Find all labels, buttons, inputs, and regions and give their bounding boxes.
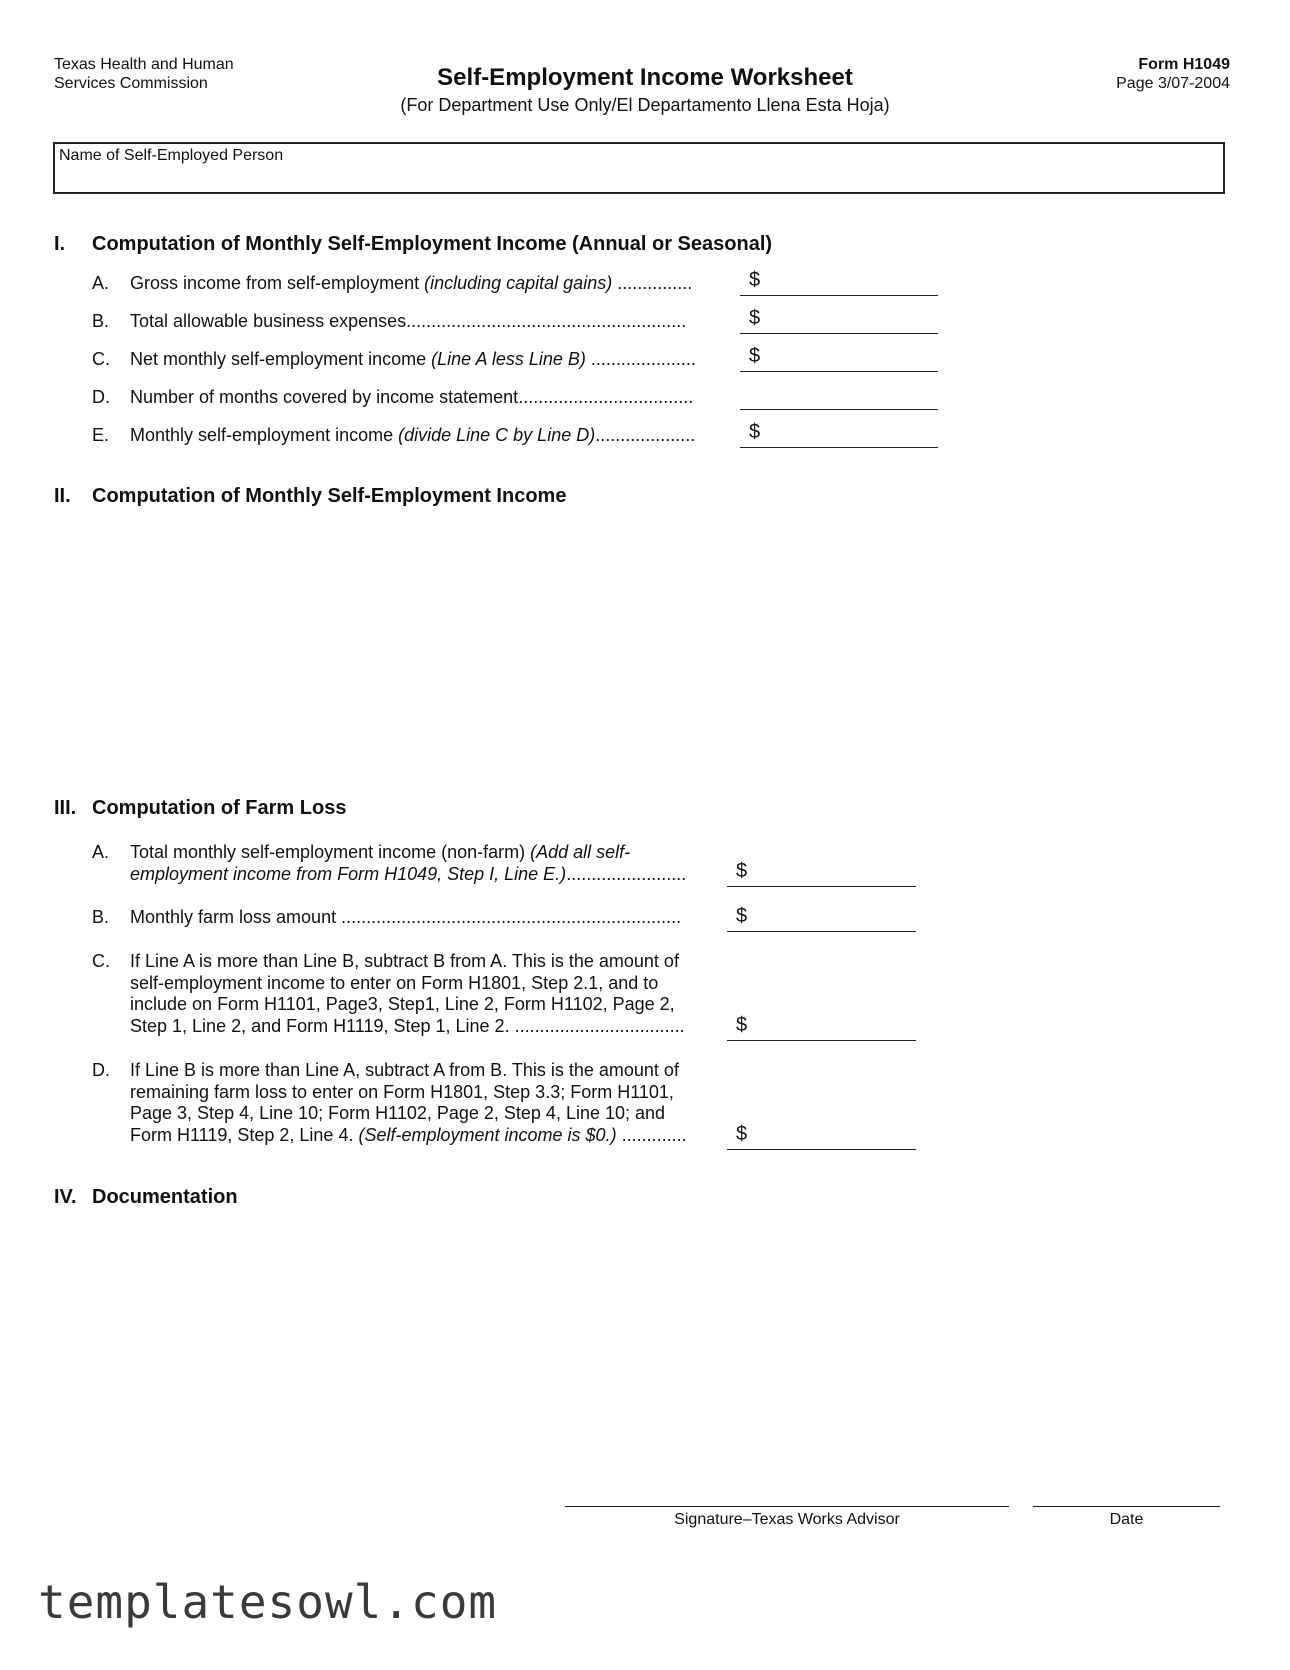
signature-label: Signature–Texas Works Advisor [674,1511,900,1528]
page-info: Page 3/07-2004 [1116,75,1230,92]
line-letter: B. [92,907,110,927]
section-2-heading [54,485,1054,511]
leader-dots: ........................................................ [406,311,687,331]
leader-dots: ........................ [566,863,687,884]
name-field[interactable] [53,142,1225,194]
line-text-plain: Total monthly self-employment income (non-farm) [130,842,531,862]
line-letter: D. [92,1060,110,1080]
agency-line-1: Texas Health and Human [54,56,234,73]
section-3-line-d [92,1060,732,1150]
line-a-text-1 [130,842,686,864]
line-text-plain: Gross income from self-employment [130,273,425,293]
line-text-plain: Monthly farm loss amount [130,907,342,927]
line-c-text-1: If Line A is more than Line B, subtract B from A. This is the amount of [130,951,679,971]
form-number: Form H1049 [1138,56,1230,73]
line-letter: C. [92,951,110,971]
line-letter: E. [92,425,110,445]
section-3-line-b [92,907,732,933]
section-3-title: Computation of Farm Loss [92,797,347,819]
leader-dots: ............. [616,1124,687,1145]
line-d-text-4 [130,1125,687,1147]
farm-loss-input[interactable] [727,905,916,932]
line-text [130,311,686,332]
watermark: templatesowl.com [38,1575,498,1629]
line-c-text-3: include on Form H1101, Page3, Step1, Line 2, Form H1102, Page 2, [130,994,675,1014]
line-letter: B. [92,311,110,331]
line-letter: A. [92,273,110,293]
dollar-sign: $ [736,860,748,882]
section-2-roman: II. [54,485,71,507]
line-a-text [130,842,686,885]
name-field-label: Name of Self-Employed Person [59,147,284,164]
signature-line[interactable] [565,1506,1009,1507]
self-employment-income-result-input[interactable] [727,1014,916,1041]
line-text [130,425,695,446]
line-text [130,387,693,408]
line-text-plain: Number of months covered by income statement [130,387,519,407]
dollar-sign: $ [749,345,761,367]
line-text-italic: employment income from Form H1049, Step I, Line E.) [130,863,567,884]
line-d-text-1: If Line B is more than Line A, subtract A from B. This is the amount of [130,1060,679,1080]
line-a-text-2 [130,864,686,886]
net-income-input[interactable] [740,345,938,372]
monthly-income-input[interactable] [740,421,938,448]
section-3-heading [54,797,1054,823]
form-identifier [1116,55,1230,93]
form-subtitle: (For Department Use Only/El Departamento Llena Esta Hoja) [400,95,890,115]
leader-dots: ............... [612,273,693,293]
dollar-sign: $ [749,269,761,291]
section-3-line-a [92,842,732,888]
line-text-italic: (Line A less Line B) [431,349,586,369]
line-c-text-2: self-employment income to enter on Form H1801, Step 2.1, and to [130,972,659,993]
line-text-italic: (Add all self- [530,842,631,862]
section-4-title: Documentation [92,1186,238,1208]
line-b-text [130,907,681,929]
gross-income-input[interactable] [740,269,938,296]
line-d-text [130,1060,687,1146]
leader-dots: .................... [595,425,696,445]
line-text-plain: Net monthly self-employment income [130,349,432,369]
line-text-italic: (Self-employment income is $0.) [358,1124,617,1145]
leader-dots: ..................... [585,349,696,369]
line-c-text-4: Step 1, Line 2, and Form H1119, Step 1, Line 2. .................................. [130,1015,685,1036]
line-letter: C. [92,349,110,369]
line-letter: D. [92,387,110,407]
line-d-text-2: remaining farm loss to enter on Form H1801, Step 3.3; Form H1101, [130,1081,674,1102]
line-letter: A. [92,842,110,862]
section-3-line-c [92,951,732,1041]
business-expenses-input[interactable] [740,307,938,334]
dollar-sign: $ [736,1123,748,1145]
line-text-italic: (divide Line C by Line D) [398,425,596,445]
line-text [130,273,692,294]
dollar-sign: $ [749,307,761,329]
line-text-italic: (including capital gains) [424,273,613,293]
line-d-text-3: Page 3, Step 4, Line 10; Form H1102, Page 2, Step 4, Line 10; and [130,1103,666,1123]
line-text-plain: Total allowable business expenses [130,311,407,331]
leader-dots: .................................................................... [341,907,682,927]
dollar-sign: $ [749,421,761,443]
section-4-roman: IV. [54,1186,77,1208]
section-1-title: Computation of Monthly Self-Employment Income (Annual or Seasonal) [92,233,773,255]
dollar-sign: $ [736,905,748,927]
line-text [130,349,696,370]
agency-line-2: Services Commission [54,75,208,92]
section-4-heading [54,1186,1054,1212]
date-label: Date [1109,1511,1144,1528]
form-title: Self-Employment Income Worksheet [437,64,853,91]
section-3-roman: III. [54,797,77,819]
line-text-plain: Form H1119, Step 2, Line 4. [130,1124,359,1145]
remaining-farm-loss-input[interactable] [727,1123,916,1150]
total-nonfarm-income-input[interactable] [727,860,916,887]
section-1-heading [54,233,1054,259]
line-text-plain: Monthly self-employment income [130,425,399,445]
section-1-roman: I. [54,233,66,255]
section-2-title: Computation of Monthly Self-Employment Income [92,485,567,507]
leader-dots: ................................... [518,387,694,407]
date-line[interactable] [1033,1506,1220,1507]
line-c-text [130,951,685,1037]
months-covered-input[interactable] [740,383,938,410]
dollar-sign: $ [736,1014,748,1036]
